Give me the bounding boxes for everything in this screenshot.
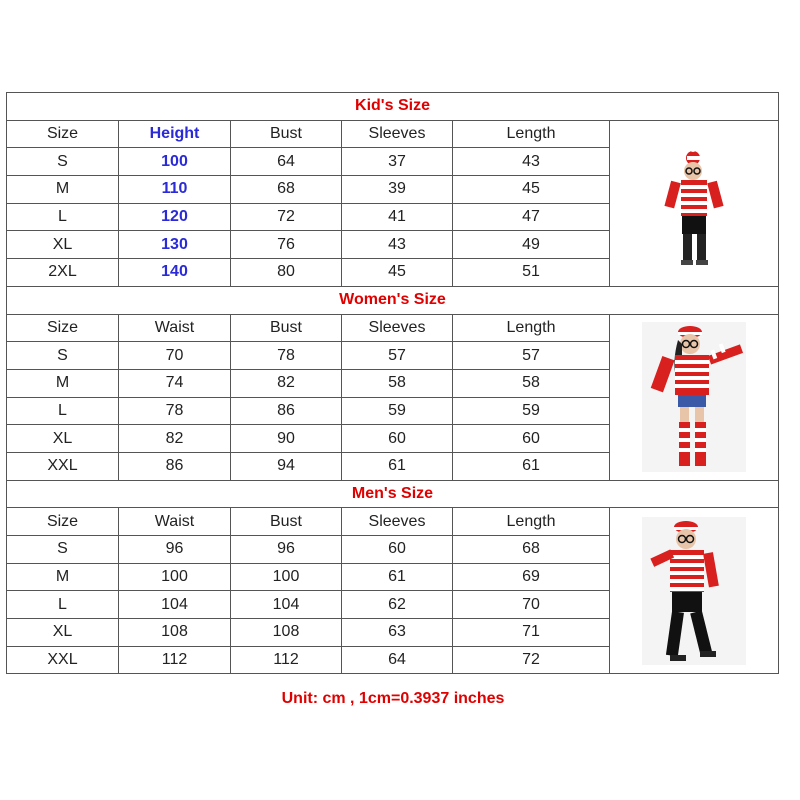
cell: 72 xyxy=(231,203,342,231)
cell: 71 xyxy=(453,619,610,647)
kids-photo-cell xyxy=(610,120,779,286)
cell: L xyxy=(7,397,119,425)
cell: 47 xyxy=(453,203,610,231)
cell: XXL xyxy=(7,452,119,480)
cell: XL xyxy=(7,619,119,647)
cell: 72 xyxy=(453,646,610,674)
cell: 59 xyxy=(453,397,610,425)
cell: 43 xyxy=(342,231,453,259)
cell: 64 xyxy=(342,646,453,674)
cell: 70 xyxy=(119,342,231,370)
cell: 41 xyxy=(342,203,453,231)
section-title-row xyxy=(7,480,779,508)
cell: 90 xyxy=(231,425,342,453)
womens-size-title: Women's Size xyxy=(7,286,779,314)
cell: 82 xyxy=(119,425,231,453)
cell: 68 xyxy=(453,536,610,564)
cell: 100 xyxy=(119,148,231,176)
cell: 104 xyxy=(231,591,342,619)
kid-striped-shirt-photo xyxy=(659,138,729,268)
cell: 60 xyxy=(453,425,610,453)
cell: XXL xyxy=(7,646,119,674)
mens-photo-cell xyxy=(610,508,779,674)
cell: 74 xyxy=(119,369,231,397)
cell: S xyxy=(7,148,119,176)
header-row xyxy=(7,314,779,342)
cell: L xyxy=(7,591,119,619)
cell: 78 xyxy=(119,397,231,425)
cell: 57 xyxy=(342,342,453,370)
cell: 2XL xyxy=(7,259,119,287)
column-header: Bust xyxy=(231,314,342,342)
cell: 59 xyxy=(342,397,453,425)
kids-size-title: Kid's Size xyxy=(7,93,779,121)
cell: 120 xyxy=(119,203,231,231)
column-header: Sleeves xyxy=(342,314,453,342)
cell: 80 xyxy=(231,259,342,287)
woman-striped-shirt-photo xyxy=(642,322,746,472)
column-header: Bust xyxy=(231,508,342,536)
column-header: Length xyxy=(453,120,610,148)
cell: 63 xyxy=(342,619,453,647)
cell: M xyxy=(7,563,119,591)
cell: 94 xyxy=(231,452,342,480)
cell: 100 xyxy=(119,563,231,591)
cell: 100 xyxy=(231,563,342,591)
cell: 43 xyxy=(453,148,610,176)
cell: XL xyxy=(7,231,119,259)
cell: 96 xyxy=(231,536,342,564)
cell: 78 xyxy=(231,342,342,370)
cell: 108 xyxy=(231,619,342,647)
man-striped-shirt-photo xyxy=(642,517,746,665)
unit-note: Unit: cm , 1cm=0.3937 inches xyxy=(281,690,505,707)
cell: 51 xyxy=(453,259,610,287)
cell: XL xyxy=(7,425,119,453)
cell: 130 xyxy=(119,231,231,259)
column-header: Length xyxy=(453,314,610,342)
cell: 60 xyxy=(342,425,453,453)
size-chart xyxy=(6,92,778,674)
column-header: Waist xyxy=(119,508,231,536)
header-row xyxy=(7,508,779,536)
cell: M xyxy=(7,176,119,204)
cell: 61 xyxy=(342,452,453,480)
cell: 49 xyxy=(453,231,610,259)
column-header: Height xyxy=(119,120,231,148)
cell: 45 xyxy=(453,176,610,204)
cell: 112 xyxy=(119,646,231,674)
cell: 58 xyxy=(342,369,453,397)
womens-photo-cell xyxy=(610,314,779,480)
cell: 96 xyxy=(119,536,231,564)
cell: S xyxy=(7,536,119,564)
column-header: Sleeves xyxy=(342,120,453,148)
cell: 110 xyxy=(119,176,231,204)
mens-size-title: Men's Size xyxy=(7,480,779,508)
header-row xyxy=(7,120,779,148)
cell: 112 xyxy=(231,646,342,674)
cell: 108 xyxy=(119,619,231,647)
section-title-row xyxy=(7,93,779,121)
cell: 76 xyxy=(231,231,342,259)
size-table xyxy=(6,92,779,674)
column-header: Size xyxy=(7,314,119,342)
cell: 68 xyxy=(231,176,342,204)
cell: M xyxy=(7,369,119,397)
cell: 61 xyxy=(342,563,453,591)
cell: 70 xyxy=(453,591,610,619)
cell: 61 xyxy=(453,452,610,480)
cell: 39 xyxy=(342,176,453,204)
column-header: Bust xyxy=(231,120,342,148)
cell: L xyxy=(7,203,119,231)
cell: 57 xyxy=(453,342,610,370)
cell: 82 xyxy=(231,369,342,397)
cell: 64 xyxy=(231,148,342,176)
cell: 86 xyxy=(231,397,342,425)
column-header: Size xyxy=(7,508,119,536)
cell: 62 xyxy=(342,591,453,619)
column-header: Sleeves xyxy=(342,508,453,536)
cell: 86 xyxy=(119,452,231,480)
cell: 58 xyxy=(453,369,610,397)
cell: 45 xyxy=(342,259,453,287)
cell: 140 xyxy=(119,259,231,287)
section-title-row xyxy=(7,286,779,314)
cell: S xyxy=(7,342,119,370)
cell: 69 xyxy=(453,563,610,591)
column-header: Waist xyxy=(119,314,231,342)
cell: 104 xyxy=(119,591,231,619)
cell: 60 xyxy=(342,536,453,564)
column-header: Length xyxy=(453,508,610,536)
column-header: Size xyxy=(7,120,119,148)
cell: 37 xyxy=(342,148,453,176)
